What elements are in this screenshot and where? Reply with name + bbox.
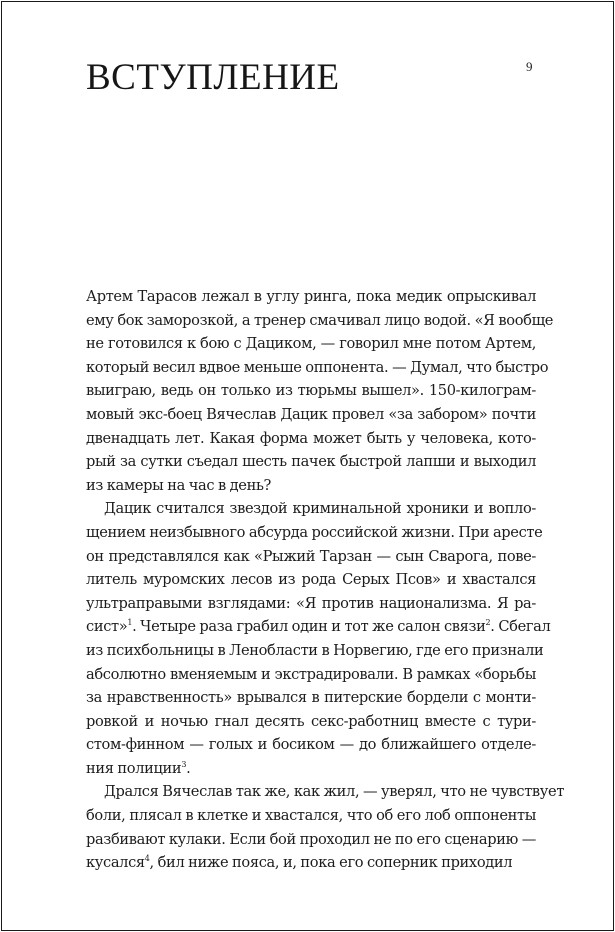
text-segment: . [186,759,191,777]
text-line [86,545,536,569]
paragraph [86,780,565,874]
text-line [86,427,536,451]
text-segment: . Четыре раза грабил один и тот же салон связи [132,618,486,636]
text-segment: из камеры на час в день? [86,476,272,494]
text-line [86,639,544,663]
text-segment: Дрался Вячеслав так же, как жил, — уверял, что не чувствует [104,783,565,801]
text-segment: двенадцать лет. Какая форма может быть у человека, кото- [86,429,536,447]
body-text [86,285,565,875]
paragraph [86,285,554,497]
footnote-marker[interactable]: 1 [127,618,133,628]
text-segment: ровкой и ночью гнал десять секс-работниц вместе с тури- [86,712,536,730]
page-number: 9 [526,59,533,74]
text-segment: из психбольницы в Ленобласти в Норвегию, где его признали [86,641,544,659]
text-segment: литель муромских лесов из рода Серых Псов» и хвастался [86,571,536,589]
footnote-marker[interactable]: 4 [144,854,150,864]
text-segment: разбивают кулаки. Если бой проходил не по его сценарию — [86,830,536,848]
text-segment: Дацик считался звездой криминальной хроники и вопло- [104,500,536,518]
text-line [86,663,536,687]
text-line [86,804,536,828]
text-line [86,710,536,734]
text-segment: рый за сутки съедал шесть пачек быстрой лапши и выходил [86,453,536,471]
text-segment: абсолютно вменяемым и экстрадировали. В рамках «борьбы [86,665,536,683]
text-segment: ультраправыми взглядами: «Я против национализма. Я ра- [86,594,536,612]
footnote-marker[interactable]: 3 [181,759,187,769]
text-line [86,828,536,852]
text-line [86,379,536,403]
text-segment: который весил вдвое меньше оппонента. — Думал, что быстро [86,358,549,376]
text-line [86,615,551,639]
text-line [86,733,536,757]
text-line [86,592,536,616]
footnote-marker[interactable]: 2 [485,618,491,628]
text-segment: выиграю, ведь он только из тюрьмы вышел». 150-килограм- [86,382,536,400]
text-segment: стом-финном — голых и босиком — до ближайшего отделе- [86,736,536,754]
chapter-title: ВСТУПЛЕНИЕ [86,57,340,98]
text-segment: щением неизбывного абсурда российской жизни. При аресте [86,523,543,541]
text-line [86,757,536,781]
text-line [86,356,549,380]
text-line [86,497,536,521]
text-line [86,332,536,356]
text-line [86,686,536,710]
text-line [86,309,554,333]
text-segment: кусался [86,854,145,872]
text-segment: за нравственность» врывался в питерские бордели с монти- [86,689,536,707]
text-segment: мовый экс-боец Вячеслав Дацик провел «за забором» почти [86,405,536,423]
text-segment: сист» [86,618,128,636]
text-line [86,521,543,545]
paragraph [86,497,551,780]
text-line [86,450,536,474]
text-line [86,851,536,875]
text-segment: боли, плясал в клетке и хвастался, что об его лоб оппоненты [86,807,536,825]
text-line [86,780,565,804]
text-line [86,285,536,309]
text-line [86,403,536,427]
text-segment: ему бок заморозкой, а тренер смачивал лицо водой. «Я вообще [86,311,554,329]
text-line [86,568,536,592]
text-segment: он представлялся как «Рыжий Тарзан — сын Сварога, пове- [86,547,536,565]
text-segment: ния полиции [86,759,182,777]
text-segment: Артем Тарасов лежал в углу ринга, пока медик опрыскивал [86,288,536,305]
text-segment: не готовился к бою с Дациком, — говорил мне потом Артем, [86,335,536,353]
text-line [86,474,536,498]
book-page [1,1,614,931]
text-segment: , бил ниже пояса, и, пока его соперник приходил [149,854,513,872]
text-segment: . Сбегал [490,618,551,636]
